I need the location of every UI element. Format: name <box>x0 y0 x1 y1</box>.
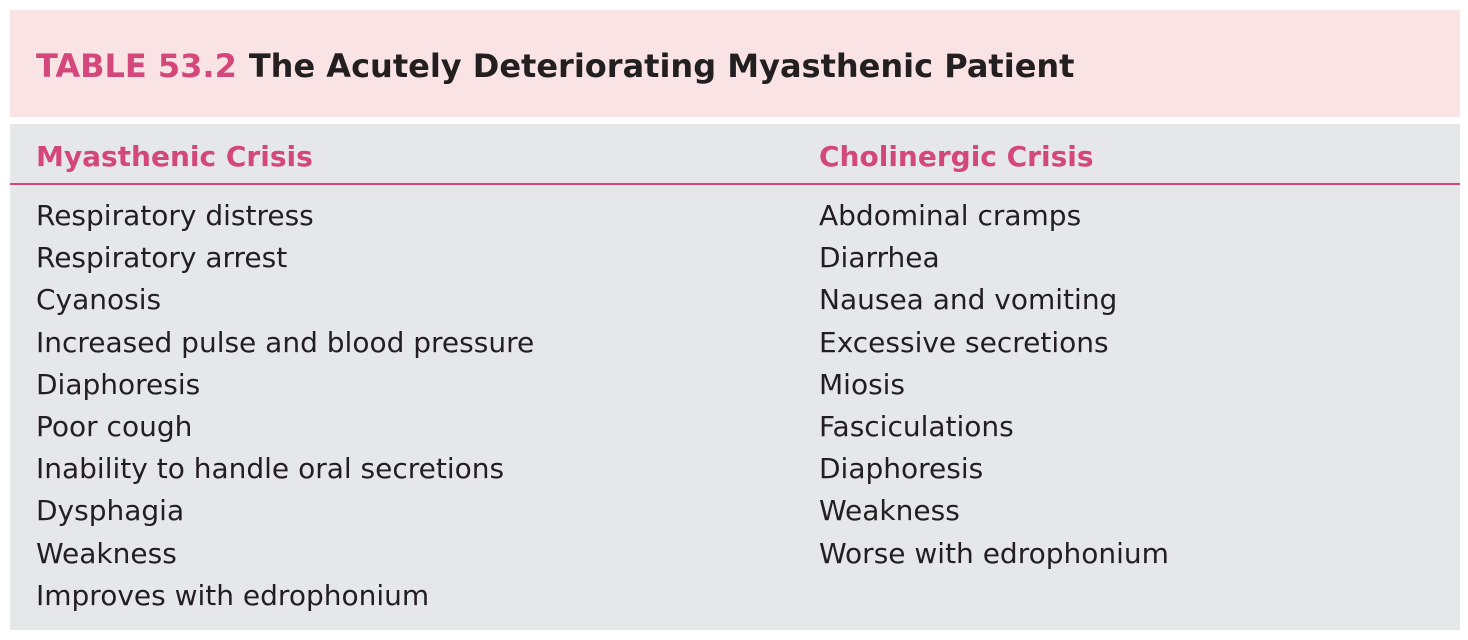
list-item: Excessive secretions <box>819 325 1109 359</box>
list-item: Poor cough <box>36 410 193 444</box>
list-item: Diarrhea <box>819 241 940 275</box>
column-header-cholinergic-crisis: Cholinergic Crisis <box>819 140 1094 173</box>
table-title-banner <box>10 10 1460 117</box>
list-item: Worse with edrophonium <box>819 536 1169 570</box>
myasthenic-crisis-list <box>36 195 534 617</box>
list-item: Fasciculations <box>819 410 1014 444</box>
column-header-myasthenic-crisis: Myasthenic Crisis <box>36 140 313 173</box>
cholinergic-crisis-list <box>819 195 1169 575</box>
list-item: Respiratory arrest <box>36 241 288 275</box>
list-item: Weakness <box>36 536 177 570</box>
list-item: Weakness <box>819 494 960 528</box>
list-item: Nausea and vomiting <box>819 283 1118 317</box>
comparison-table <box>10 124 1460 630</box>
list-item: Improves with edrophonium <box>36 578 430 612</box>
list-item: Diaphoresis <box>36 367 201 401</box>
table-title <box>36 46 1074 86</box>
list-item: Increased pulse and blood pressure <box>36 325 535 359</box>
table-title-text: The Acutely Deteriorating Myasthenic Patient <box>248 47 1075 85</box>
list-item: Dysphagia <box>36 494 185 528</box>
table-number-label: TABLE 53.2 <box>36 47 237 85</box>
list-item: Inability to handle oral secretions <box>36 452 505 486</box>
list-item: Abdominal cramps <box>819 199 1082 232</box>
list-item: Miosis <box>819 367 906 401</box>
header-divider <box>10 183 1460 185</box>
list-item: Diaphoresis <box>819 452 984 486</box>
list-item: Respiratory distress <box>36 199 314 232</box>
list-item: Cyanosis <box>36 283 162 317</box>
